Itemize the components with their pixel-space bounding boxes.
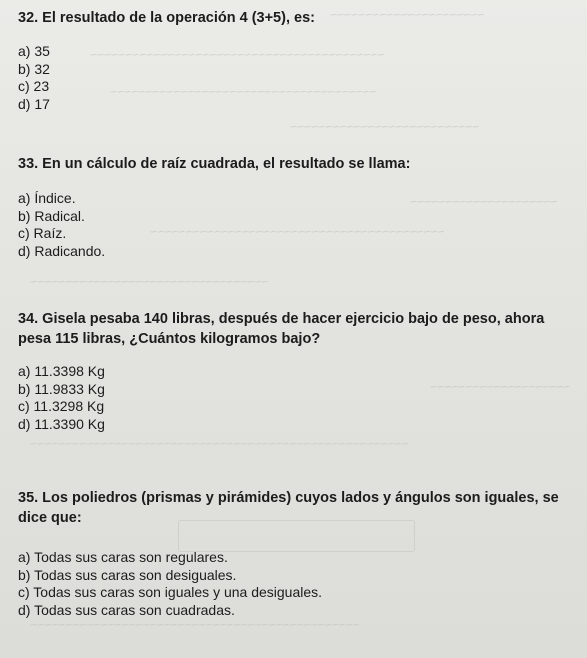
option-d[interactable]: d) 17 — [18, 95, 50, 112]
show-through-text: ~~~~~~~~~~~~~~~~~~~~~ — [410, 195, 558, 209]
option-c[interactable]: c) Todas sus caras son iguales y una desiguales. — [18, 584, 323, 600]
options-list — [18, 43, 573, 113]
option-a[interactable]: a) Índice. — [18, 190, 76, 206]
question-35 — [18, 488, 573, 619]
show-through-text: ~~~~~~~~~~~~~~~~~~~~~~~~~~~~~~~~~~ — [30, 275, 269, 289]
option-b[interactable]: b) 11.9833 Kg — [18, 380, 105, 397]
option-b[interactable]: b) Todas sus caras son desiguales. — [18, 566, 237, 583]
question-text: 33. En un cálculo de raíz cuadrada, el resultado se llama: — [18, 156, 411, 172]
option-a[interactable]: a) Todas sus caras son regulares. — [18, 549, 228, 565]
show-through-text: ~~~~~~~~~~~~~~~~~~~~~~ — [330, 8, 485, 22]
option-c[interactable]: c) Raíz. — [18, 225, 67, 241]
question-text: 34. Gisela pesaba 140 libras, después de hacer ejercicio bajo de peso, ahora pesa 115 libras, ¿Cuántos kilogramos bajo? — [18, 311, 545, 347]
options-list — [18, 549, 573, 619]
show-through-text: ~~~~~~~~~~~~~~~~~~~~~~~~~~~~~~~~~~~~~~~~~~ — [150, 225, 445, 239]
option-b[interactable]: b) Radical. — [18, 207, 85, 224]
option-a[interactable]: a) 11.3398 Kg — [18, 363, 105, 379]
option-d[interactable]: d) 11.3390 Kg — [18, 415, 105, 432]
option-c[interactable]: c) 23 — [18, 78, 50, 94]
options-list — [18, 190, 573, 260]
option-d[interactable]: d) Todas sus caras son cuadradas. — [18, 601, 235, 618]
option-d[interactable]: d) Radicando. — [18, 242, 106, 259]
question-33 — [18, 154, 573, 260]
show-through-text: ~~~~~~~~~~~~~~~~~~~~ — [430, 380, 571, 394]
option-b[interactable]: b) 32 — [18, 60, 50, 77]
question-34 — [18, 309, 573, 433]
show-through-text: ~~~~~~~~~~~~~~~~~~~~~~~~~~~~~~~~~~~~~~~~~~ — [90, 48, 385, 62]
show-through-text: ~~~~~~~~~~~~~~~~~~~~~~~~~~~~~~~~~~~~~~ — [110, 85, 377, 99]
question-text: 32. El resultado de la operación 4 (3+5), es: — [18, 10, 315, 26]
options-list — [18, 363, 573, 433]
show-through-text: ~~~~~~~~~~~~~~~~~~~~~~~~~~~~~~~~~~~~~~~~~~~~~~~ — [30, 618, 360, 632]
option-a[interactable]: a) 35 — [18, 43, 50, 59]
question-text: 35. Los poliedros (prismas y pirámides) cuyos lados y ángulos son iguales, se dice que: — [18, 490, 559, 526]
option-c[interactable]: c) 11.3298 Kg — [18, 398, 105, 414]
show-through-text: ~~~~~~~~~~~~~~~~~~~~~~~~~~~~~~~~~~~~~~~~~~~~~~~~~~~~~~ — [30, 437, 409, 451]
show-through-text: ~~~~~~~~~~~~~~~~~~~~~~~~~~~ — [290, 120, 480, 134]
question-32 — [18, 8, 573, 113]
